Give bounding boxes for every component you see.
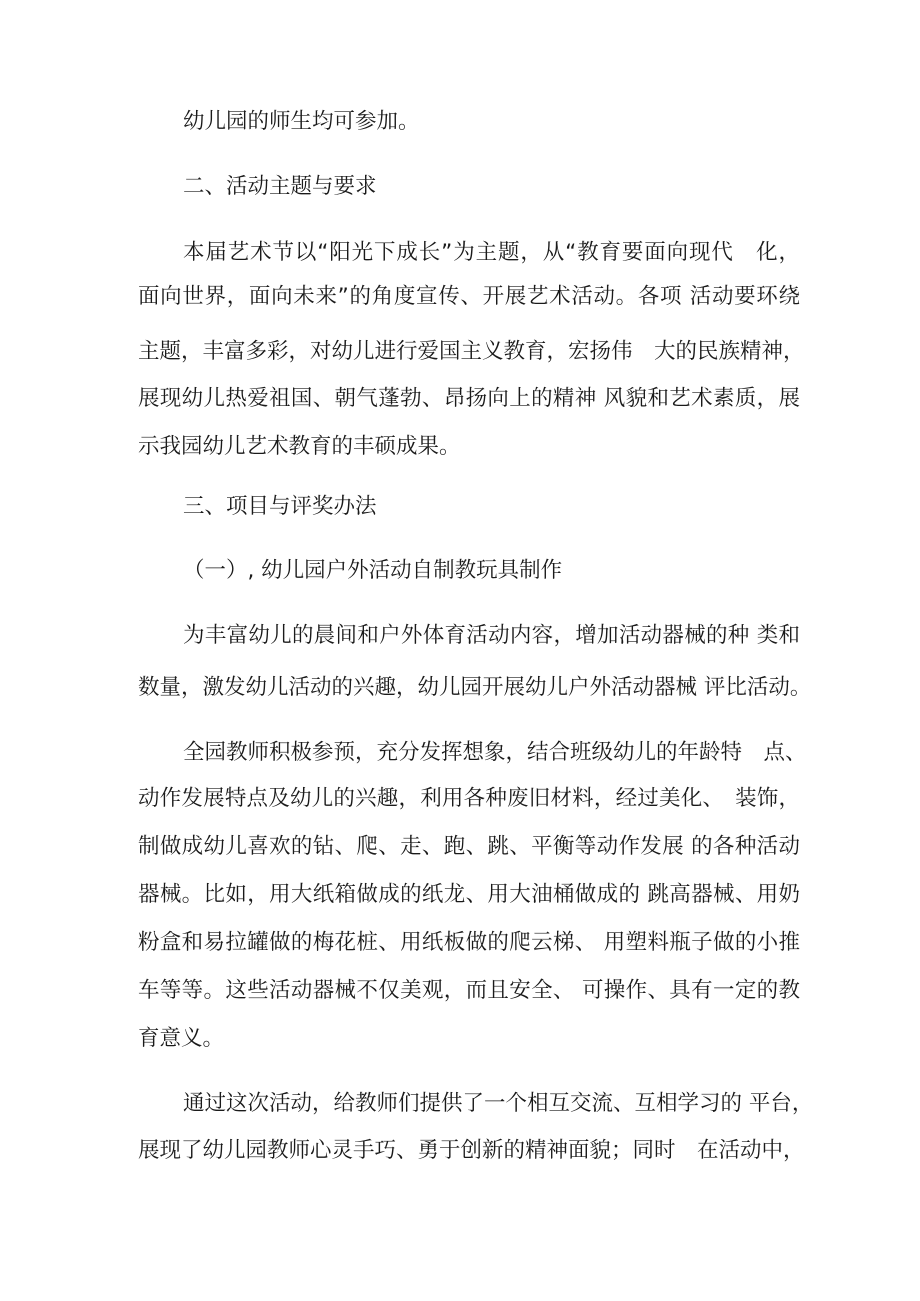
paragraph-line: 展现幼儿热爱祖国、朝气蓬勃、昂扬向上的精神 风貌和艺术素质，展 [138, 386, 800, 411]
subsection-heading: （一）, 幼儿园户外活动自制教玩具制作 [183, 558, 563, 583]
paragraph-line: 面向世界，面向未来”的角度宣传、开展艺术活动。各项 活动要环绕 [138, 284, 800, 309]
section-heading: 三、项目与评奖办法 [183, 494, 377, 519]
paragraph-line: 示我园幼儿艺术教育的丰硕成果。 [138, 434, 461, 459]
paragraph-line: 器械。比如，用大纸箱做成的纸龙、用大油桶做成的 跳高器械、用奶 [138, 882, 800, 907]
paragraph-line: 育意义。 [138, 1026, 225, 1051]
paragraph-line: 幼儿园的师生均可参加。 [183, 109, 420, 134]
section-heading: 二、活动主题与要求 [183, 174, 377, 199]
paragraph-line: 粉盒和易拉罐做的梅花桩、用纸板做的爬云梯、 用塑料瓶子做的小推 [138, 930, 800, 955]
paragraph-line: 数量，激发幼儿活动的兴趣，幼儿园开展幼儿户外活动器械 评比活动。 [138, 675, 812, 700]
paragraph-line: 全园教师积极参预，充分发挥想象，结合班级幼儿的年龄特 点、 [183, 740, 807, 765]
paragraph-line: 本届艺术节以“阳光下成长”为主题，从“教育要面向现代 化， [183, 240, 800, 265]
paragraph-line: 展现了幼儿园教师心灵手巧、勇于创新的精神面貌；同时 在活动中， [138, 1138, 805, 1163]
paragraph-line: 制做成幼儿喜欢的钻、爬、走、跑、跳、平衡等动作发展 的各种活动 [138, 834, 800, 859]
paragraph-line: 主题，丰富多彩，对幼儿进行爱国主义教育，宏扬伟 大的民族精神， [138, 339, 805, 364]
paragraph-line: 车等等。这些活动器械不仅美观，而且安全、 可操作、具有一定的教 [138, 978, 800, 1003]
paragraph-line: 通过这次活动，给教师们提供了一个相互交流、互相学习的 平台， [183, 1091, 814, 1116]
paragraph-line: 为丰富幼儿的晨间和户外体育活动内容，增加活动器械的种 类和 [183, 623, 800, 648]
paragraph-line: 动作发展特点及幼儿的兴趣，利用各种废旧材料，经过美化、 装饰， [138, 786, 800, 811]
